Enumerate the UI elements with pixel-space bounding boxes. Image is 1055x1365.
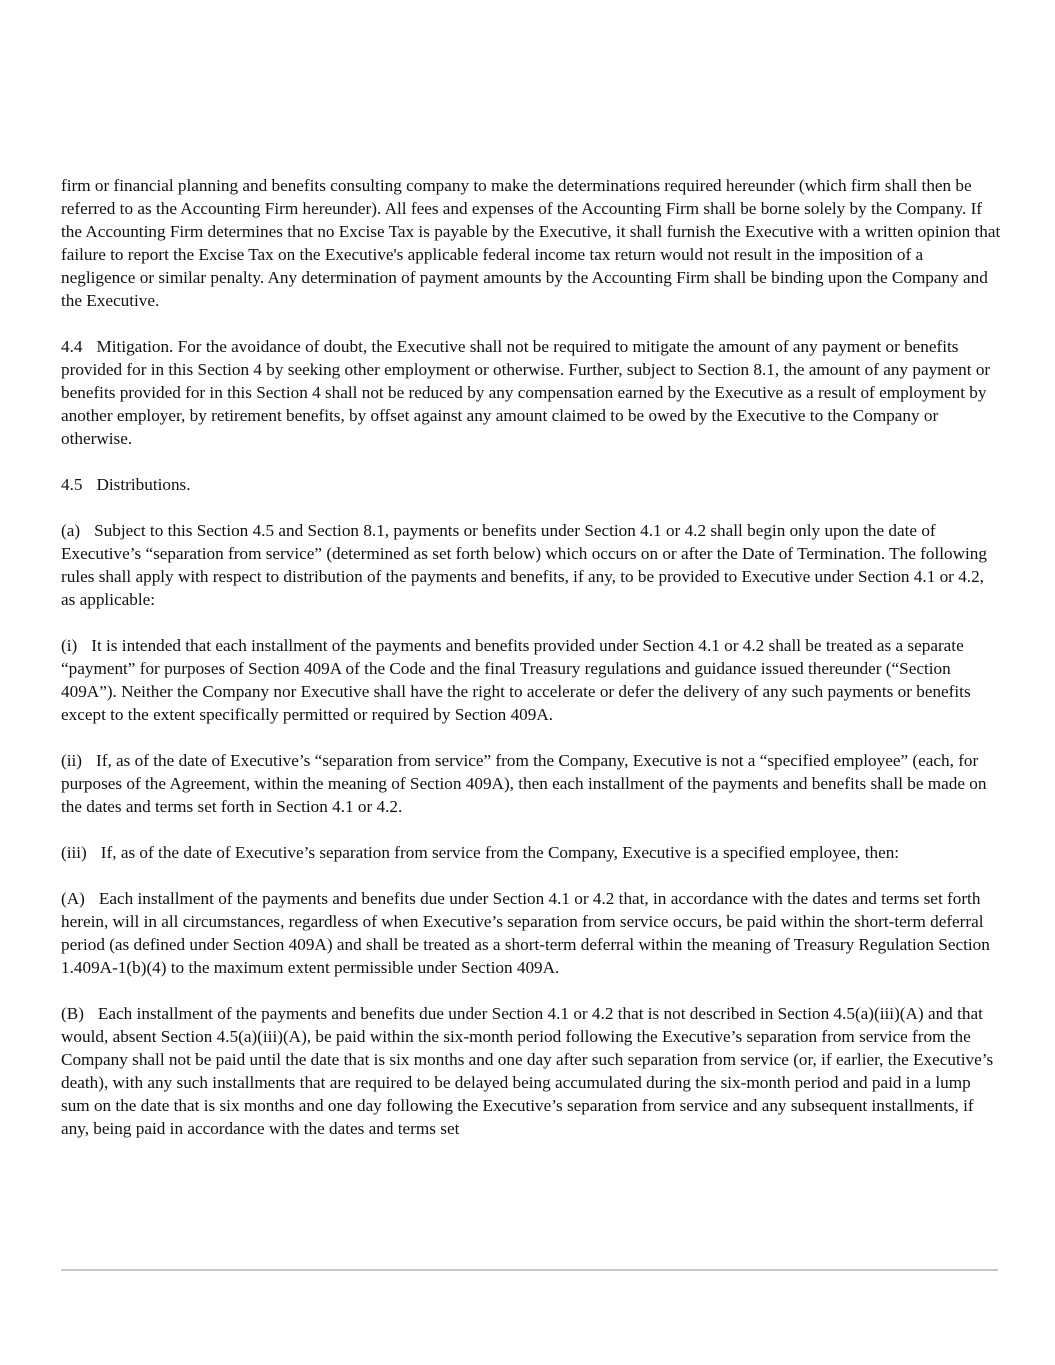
paragraph-text: It is intended that each installment of the payments and benefits provided under Section 4.1 or 4.2 shall be treated as a separate “payment” for purposes of Section 409A of the Code and the final Treasury regulations and guidance issued thereunder (“Section 409A”). Neither the Company nor Executive shall have the right to accelerate or defer the delivery of any such payments or benefits except to the extent specifically permitted or required by Section 409A.: [61, 636, 971, 724]
paragraph-accounting-firm: [61, 174, 1001, 312]
paragraph-4-5-distributions: [61, 473, 1001, 496]
section-number: (a): [61, 521, 81, 540]
paragraph-ii: [61, 749, 1001, 818]
paragraph-text: firm or financial planning and benefits consulting company to make the determinations required hereunder (which firm shall then be referred to as the Accounting Firm hereunder). All fees and expenses of the Accounting Firm shall be borne solely by the Company. If the Accounting Firm determines that no Excise Tax is payable by the Executive, it shall furnish the Executive with a written opinion that failure to report the Excise Tax on the Executive's applicable federal income tax return would not result in the imposition of a negligence or similar penalty. Any determination of payment amounts by the Accounting Firm shall be binding upon the Company and the Executive.: [61, 176, 1001, 310]
document-body: [61, 174, 1001, 1140]
paragraph-text: Each installment of the payments and benefits due under Section 4.1 or 4.2 that is not described in Section 4.5(a)(iii)(A) and that would, absent Section 4.5(a)(iii)(A), be paid within the six-month period following the Executive’s separation from service from the Company shall not be paid until the date that is six months and one day after such separation from service (or, if earlier, the Executive’s death), with any such installments that are required to be delayed being accumulated during the six-month period and paid in a lump sum on the date that is six months and one day following the Executive’s separation from service and any subsequent installments, if any, being paid in accordance with the dates and terms set: [61, 1004, 994, 1138]
paragraph-A: [61, 887, 1001, 979]
paragraph-text: Distributions.: [96, 475, 191, 494]
paragraph-B: [61, 1002, 1001, 1140]
section-number: 4.5: [61, 475, 83, 494]
paragraph-text: If, as of the date of Executive’s “separation from service” from the Company, Executive is not a “specified employee” (each, for purposes of the Agreement, within the meaning of Section 409A), then each installment of the payments and benefits shall be made on the dates and terms set forth in Section 4.1 or 4.2.: [61, 751, 987, 816]
section-number: (ii): [61, 751, 82, 770]
paragraph-a: [61, 519, 1001, 611]
section-number: (i): [61, 636, 78, 655]
paragraph-text: Each installment of the payments and benefits due under Section 4.1 or 4.2 that, in accordance with the dates and terms set forth herein, will in all circumstances, regardless of when Executive’s separation from service occurs, be paid within the short-term deferral period (as defined under Section 409A) and shall be treated as a short-term deferral within the meaning of Treasury Regulation Section 1.409A-1(b)(4) to the maximum extent permissible under Section 409A.: [61, 889, 990, 977]
section-number: (B): [61, 1004, 84, 1023]
paragraph-4-4-mitigation: [61, 335, 1001, 450]
paragraph-i: [61, 634, 1001, 726]
paragraph-text: Subject to this Section 4.5 and Section 8.1, payments or benefits under Section 4.1 or 4.2 shall begin only upon the date of Executive’s “separation from service” (determined as set forth below) which occurs on or after the Date of Termination. The following rules shall apply with respect to distribution of the payments and benefits, if any, to be provided to Executive under Section 4.1 or 4.2, as applicable:: [61, 521, 987, 609]
page-footer-divider: [61, 1269, 998, 1271]
section-number: (A): [61, 889, 85, 908]
paragraph-iii: [61, 841, 1001, 864]
paragraph-text: If, as of the date of Executive’s separation from service from the Company, Executive is a specified employee, then:: [100, 843, 900, 862]
section-number: (iii): [61, 843, 87, 862]
paragraph-text: Mitigation. For the avoidance of doubt, the Executive shall not be required to mitigate the amount of any payment or benefits provided for in this Section 4 by seeking other employment or otherwise. Further, subject to Section 8.1, the amount of any payment or benefits provided for in this Section 4 shall not be reduced by any compensation earned by the Executive as a result of employment by another employer, by retirement benefits, by offset against any amount claimed to be owed by the Executive to the Company or otherwise.: [61, 337, 991, 448]
section-number: 4.4: [61, 337, 83, 356]
